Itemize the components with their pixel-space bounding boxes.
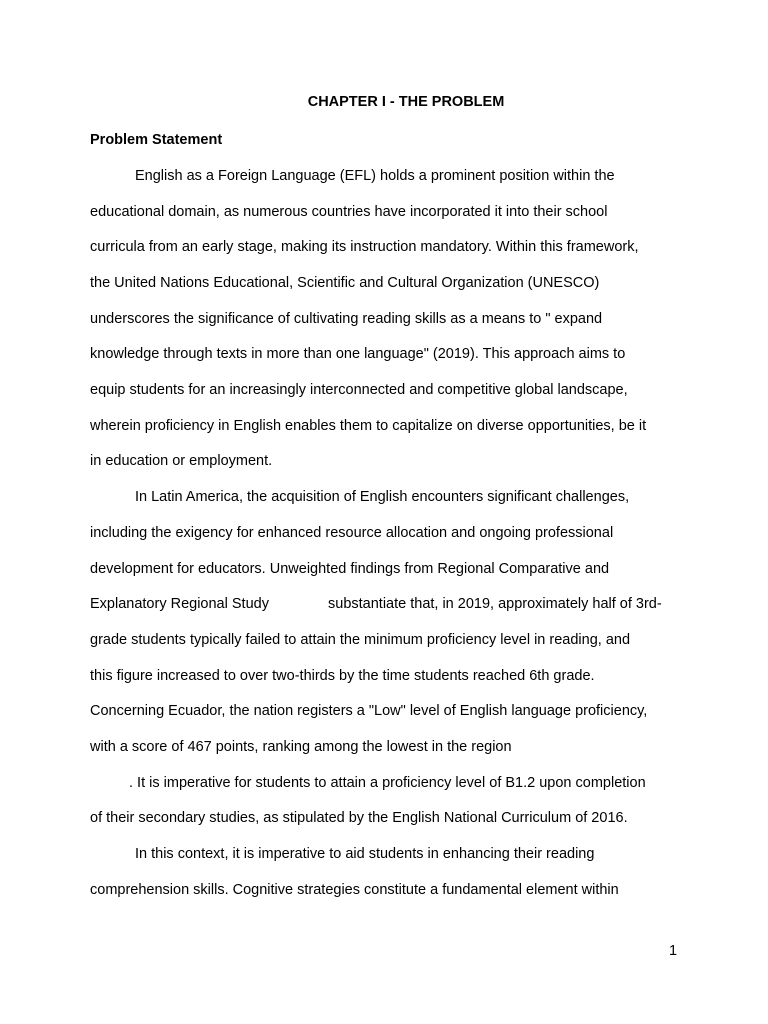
- body-line: In this context, it is imperative to aid students in enhancing their reading: [135, 846, 595, 862]
- body-line: of their secondary studies, as stipulated by the English National Curriculum of 2016.: [90, 810, 628, 826]
- body-line: the United Nations Educational, Scientific and Cultural Organization (UNESCO): [90, 275, 600, 291]
- body-line: Explanatory Regional Study: [90, 596, 269, 612]
- body-line: In Latin America, the acquisition of English encounters significant challenges,: [135, 489, 630, 505]
- body-line: including the exigency for enhanced resource allocation and ongoing professional: [90, 525, 614, 541]
- body-line: English as a Foreign Language (EFL) holds a prominent position within the: [135, 168, 615, 184]
- body-line: . It is imperative for students to attain a proficiency level of B1.2 upon completion: [129, 775, 646, 791]
- body-line: substantiate that, in 2019, approximately half of 3rd-: [328, 596, 662, 612]
- body-line: curricula from an early stage, making its instruction mandatory. Within this framework,: [90, 239, 639, 255]
- body-line: knowledge through texts in more than one language" (2019). This approach aims to: [90, 346, 626, 362]
- body-line: underscores the significance of cultivating reading skills as a means to " expand: [90, 311, 603, 327]
- body-line: development for educators. Unweighted findings from Regional Comparative and: [90, 561, 610, 577]
- body-line: this figure increased to over two-thirds by the time students reached 6th grade.: [90, 668, 595, 684]
- body-line: educational domain, as numerous countries have incorporated it into their school: [90, 204, 608, 220]
- chapter-title: CHAPTER I - THE PROBLEM: [307, 94, 505, 110]
- body-line: in education or employment.: [90, 453, 273, 469]
- body-line: grade students typically failed to attain the minimum proficiency level in reading, and: [90, 632, 631, 648]
- body-line: Concerning Ecuador, the nation registers a "Low" level of English language proficiency,: [90, 703, 648, 719]
- section-heading: Problem Statement: [90, 132, 223, 148]
- page-number: 1: [669, 943, 678, 959]
- body-line: comprehension skills. Cognitive strategies constitute a fundamental element within: [90, 882, 619, 898]
- body-line: equip students for an increasingly interconnected and competitive global landscape,: [90, 382, 628, 398]
- body-line: wherein proficiency in English enables them to capitalize on diverse opportunities, be it: [90, 418, 647, 434]
- body-line: with a score of 467 points, ranking among the lowest in the region: [90, 739, 512, 755]
